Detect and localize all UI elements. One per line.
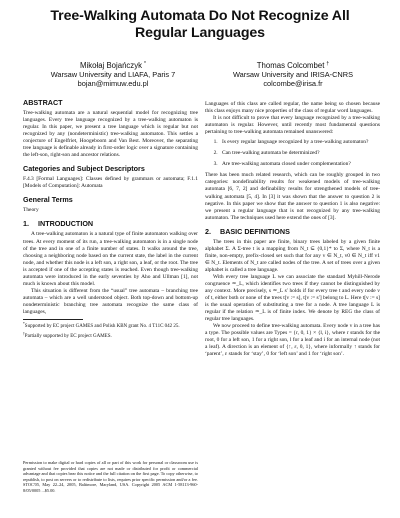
footnote-rule [23,319,83,320]
author-email[interactable]: bojan@mimuw.edu.pl [77,79,149,89]
author-name: Mikołaj Bojańczyk [80,61,142,70]
footnote-text: Partially supported by EC project GAMES. [24,334,112,340]
intro-paragraph: A tree-walking automaton is a natural type of finite automaton walking over trees. At every moment of its run, a tree-walking automaton is in a single node of the tree and in one of a finite number of states. It walks around the tree, choosing a neighboring node based on the current state, the label in the current node, and whether this node is a left son, a right son, a leaf, or the root. The tree is accepted if one of the accepting states is reached. Even though tree-walking automata were introduced in the early seventies by Aho and Ullman [1], not much is known about this model. [23,231,198,287]
footnote-text: Supported by EC project GAMES and Polish KBN grant No. 4 T11C 042 25. [24,324,180,330]
categories-heading: Categories and Subject Descriptors [23,164,145,174]
author-block [208,60,378,89]
author-affiliation: Warsaw University and IRISA-CNRS [232,70,354,80]
section-heading-basic-definitions [205,227,380,236]
section-title: BASIC DEFINITIONS [220,226,290,236]
footnote-mark: † [23,332,25,337]
body-paragraph: It is not difficult to prove that every language recognized by a tree-walking automaton is regular. However, until recently most fundamental questions pertaining to tree-walking automata remained unanswered: [205,115,380,136]
question-list [205,139,380,168]
footnote-mark: * [23,322,25,327]
left-column [23,98,198,341]
author-block [28,60,198,89]
question-item: 3. Are tree-walking automata closed under complementation? [219,161,380,168]
abstract-text: Tree-walking automata are a natural sequential model for recognizing tree languages. Every tree language recognized by a tree-walking automaton is regular. In this paper, we present a tree language which is regular but not recognized by any (nondeterministic) tree-walking automaton. This settles a conjecture of Engelfriet, Hoogeboom and Van Best. Moreover, the separating tree language is definable already in first-order logic over a signature containing the left-son, right-son and ancestor relations. [23,110,198,159]
intro-paragraph: This situation is different from the “usual” tree automata – branching tree automata – which are a well understood object. Both top-down and bottom-up nondeterministic branching tree automata recognize the same class of languages, [23,287,198,315]
section-title: INTRODUCTION [38,219,94,229]
author-footnote-mark: * [144,61,146,67]
body-paragraph: We now proceed to define tree-walking automata. Every node v in a tree has a type. The possible values are Types = {r, 0, 1} × {l, i}, where r stands for the root, 0 for a left son, 1 for a right son, l for a leaf and i for an internal node (not a leaf). A direction is an element of {↑, ε, 0, 1}, where informally ↑ stands for ‘parent’, ε stands for ‘stay’, 0 for ‘left son’ and 1 for ‘right son’. [205,323,380,358]
body-paragraph: There has been much related research, which can be roughly grouped in two categories: nondefinability results for weakened models of tree-walking automata [6, 7, 2] and definability results for strengthened models of tree-walking automata [5, 4]. In [3] it was shown that the answer to question 2 is negative. In this paper we show that the answer to question 1 is also negative: we present a regular language that is not recognized by any tree-walking automaton. The techniques used here extend the ones of [3]. [205,172,380,221]
general-terms-heading: General Terms [23,195,73,205]
general-terms-text: Theory [23,207,39,214]
section-heading-introduction [23,219,198,228]
body-paragraph: With every tree language L we can associate the standard Myhill-Nerode congruence ≃_L, which identifies two trees if they cannot be distinguished by any context. More precisely, s ≃_L s′ holds if for every tree t and every node v of t, either both or none of the trees t[v := s], t[v := s′] belong to L. Here t[v := s] is the usual operation of substituting a tree for a node. A tree language L is regular if the relation ≃_L is of finite index. We denote by REG the class of regular tree languages. [205,273,380,323]
author-footnote-mark: † [326,61,330,67]
question-item: 2. Can tree-walking automata be determinized? [219,150,380,157]
body-paragraph: The trees in this paper are finite, binary trees labeled by a given finite alphabet Σ. A Σ-tree t is a mapping from N_t ⊆ {0,1}* to Σ, where N_t is a finite, non-empty, prefix-closed set such that for any v ∈ N_t, v0 ∈ N_t iff v1 ∈ N_t. Elements of N_t are called nodes of the tree. A set of trees over a given alphabet is called a tree language. [205,238,380,273]
section-number: 2. [205,226,211,236]
author-email[interactable]: colcombe@irisa.fr [263,79,323,89]
paper-title: Tree-Walking Automata Do Not Recognize All Regular Languages [50,8,350,41]
categories-text: F.4.3 [Formal Languages]: Classes defined by grammars or automata; F.1.1 [Models of Computation]: Automata [23,176,198,190]
author-name: Thomas Colcombet [256,61,325,70]
section-number: 1. [23,219,29,229]
author-affiliation: Warsaw University and LIAFA, Paris 7 [50,70,176,80]
copyright-notice: Permission to make digital or hard copies of all or part of this work for personal or classroom use is granted without fee provided that copies are not made or distributed for profit or commercial advantage and that copies bear this notice and the full citation on the first page. To copy otherwise, to republish, to post on servers or to redistribute to lists, requires prior specific permission and/or a fee. STOC'05, May 22–24, 2005, Baltimore, Maryland, USA. Copyright 2005 ACM 1-58113-960-8/05/0005 ...$5.00. [23,460,198,493]
footnote [23,321,198,330]
question-item: 1. Is every regular language recognized by a tree-walking automaton? [219,139,380,146]
abstract-heading: ABSTRACT [23,98,63,107]
footnote [23,331,198,340]
right-column [205,101,380,359]
body-paragraph: Languages of this class are called regular, the name being so chosen because this class enjoys many nice properties of the class of regular word languages. [205,101,380,115]
